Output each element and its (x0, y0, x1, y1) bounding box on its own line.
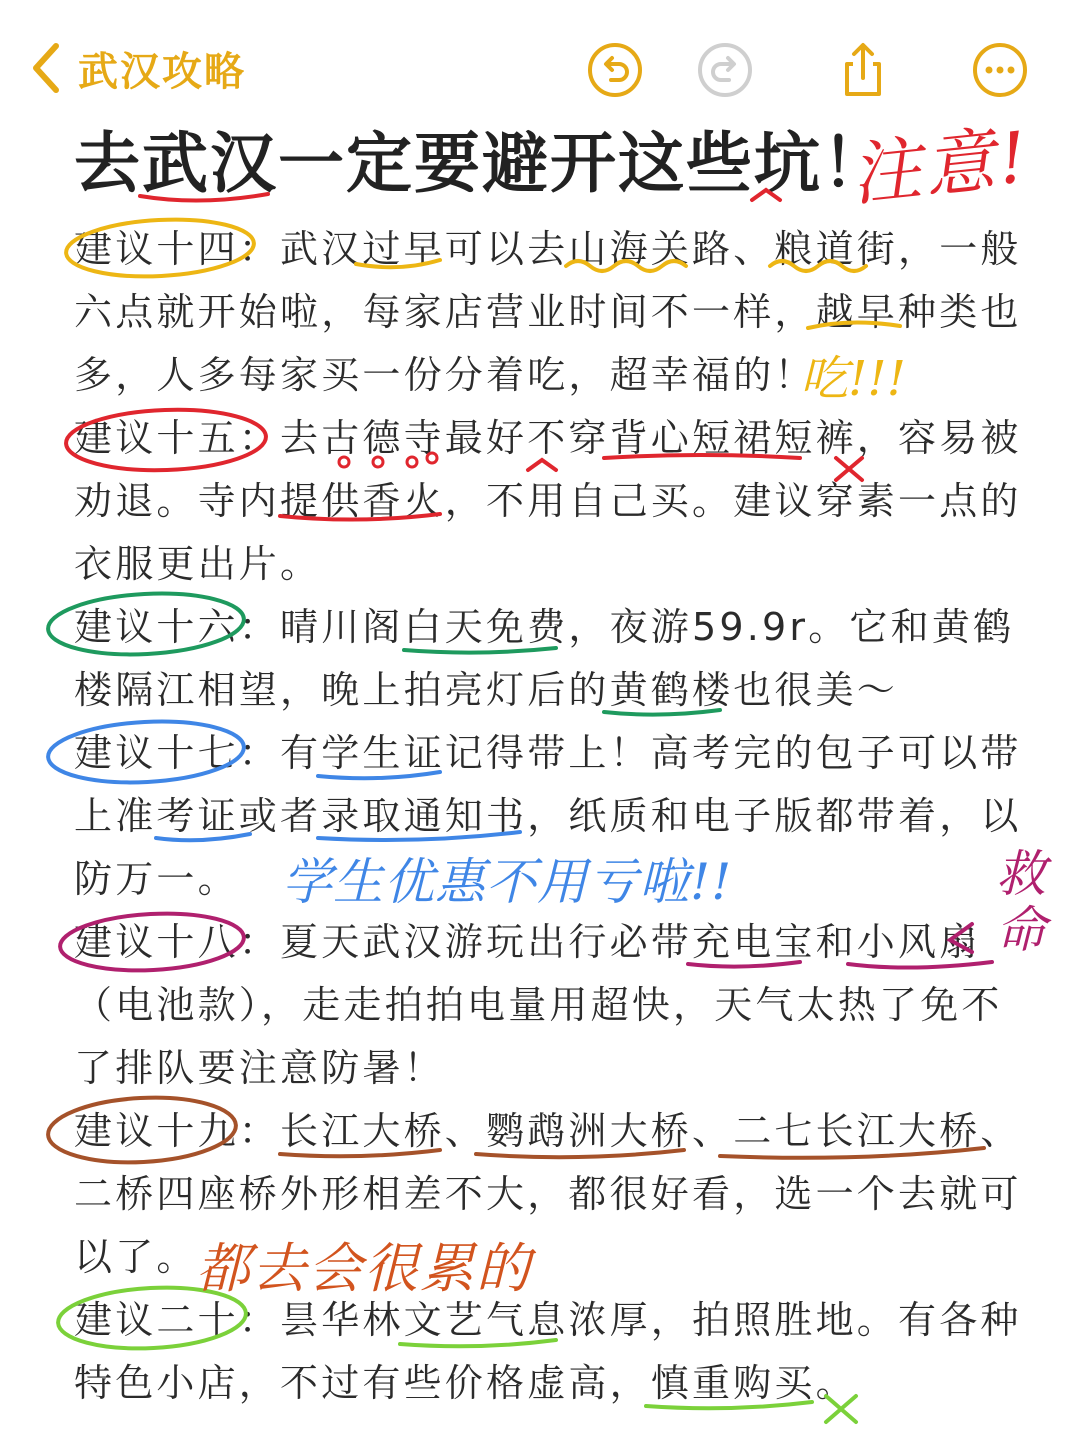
handwritten-note-eat: 吃!!! (800, 351, 906, 407)
line-tip-17-c: 防万一。 (74, 857, 239, 901)
line-tip-15-a: 建议十五：去古德寺最好不穿背心短裙短裤，容易被 (74, 416, 1022, 460)
handwritten-note-award: 救命 (996, 845, 1046, 959)
line-tip-19-a: 建议十九：长江大桥、鹦鹉洲大桥、二七长江大桥、 (74, 1109, 1022, 1153)
undo-icon (585, 40, 645, 100)
line-tip-14-c: 多，人多每家买一份分着吃，超幸福的！ (74, 353, 816, 397)
chevron-left-icon (28, 40, 64, 96)
back-label: 武汉攻略 (78, 48, 246, 95)
note-title[interactable]: 去武汉一定要避开这些坑！ (74, 125, 890, 202)
share-icon (833, 40, 893, 100)
undo-button[interactable] (585, 40, 645, 100)
line-tip-18-b: （电池款），走走拍拍电量用超快，天气太热了免不 (74, 983, 1003, 1027)
handwritten-note-student: 学生优惠不用亏啦!! (282, 853, 733, 911)
navigation-bar (0, 0, 1080, 130)
handwritten-note-attention: 注意! (846, 115, 1035, 217)
line-tip-18-c: 了排队要注意防暑！ (74, 1046, 445, 1090)
line-tip-15-c: 衣服更出片。 (74, 542, 322, 586)
line-tip-19-c: 以了。 (74, 1235, 198, 1279)
share-button[interactable] (833, 40, 893, 100)
redo-icon (695, 40, 755, 100)
line-tip-20-a: 建议二十：昙华林文艺气息浓厚，拍照胜地。有各种 (74, 1298, 1022, 1342)
more-button[interactable] (970, 40, 1030, 100)
line-tip-17-a: 建议十七：有学生证记得带上！高考完的包子可以带 (74, 731, 1022, 775)
line-tip-16-b: 楼隔江相望，晚上拍亮灯后的黄鹤楼也很美～ (74, 668, 899, 712)
line-tip-19-b: 二桥四座桥外形相差不大，都很好看，选一个去就可 (74, 1172, 1022, 1216)
line-tip-15-b: 劝退。寺内提供香火，不用自己买。建议穿素一点的 (74, 479, 1022, 523)
redo-button[interactable] (695, 40, 755, 100)
line-tip-14-b: 六点就开始啦，每家店营业时间不一样，越早种类也 (74, 290, 1022, 334)
handwritten-note-bridges: 都去会很累的 (196, 1237, 532, 1300)
back-button[interactable] (28, 36, 246, 100)
line-tip-17-b: 上准考证或者录取通知书，纸质和电子版都带着，以 (74, 794, 1022, 838)
more-icon (970, 40, 1030, 100)
line-tip-16-a: 建议十六：晴川阁白天免费，夜游59.9r。它和黄鹤 (74, 605, 1015, 649)
line-tip-14-a: 建议十四：武汉过早可以去山海关路、粮道街，一般 (74, 227, 1022, 271)
line-tip-18-a: 建议十八：夏天武汉游玩出行必带充电宝和小风扇 (74, 920, 981, 964)
line-tip-20-b: 特色小店，不过有些价格虚高，慎重购买。 (74, 1361, 857, 1405)
